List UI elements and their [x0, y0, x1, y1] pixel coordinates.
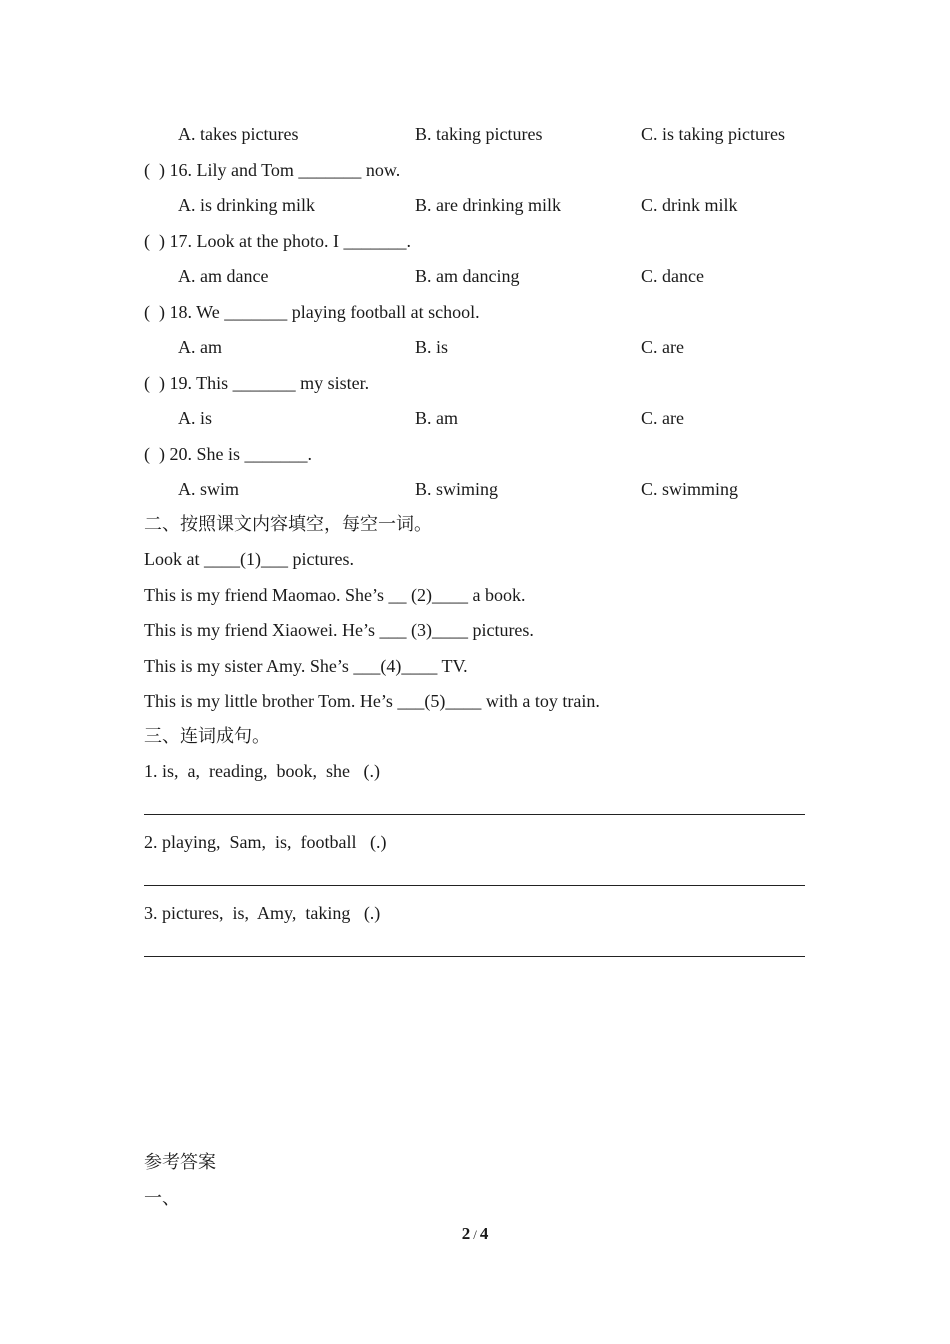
- q20-stem: ( ) 20. She is _______.: [144, 444, 312, 464]
- q16-stem: ( ) 16. Lily and Tom _______ now.: [144, 160, 401, 180]
- fill-line-4: This is my sister Amy. She’s ___(4)____ TV.: [144, 656, 468, 676]
- page-separator: /: [473, 1227, 477, 1242]
- sentence-item-1: 1. is, a, reading, book, she (.): [144, 761, 380, 781]
- section2-heading: 二、按照课文内容填空，每空一词。: [144, 514, 432, 534]
- page-number: [0, 1224, 950, 1244]
- q20-option-c: C. swimming: [641, 479, 739, 499]
- q19-option-c: C. are: [641, 408, 684, 428]
- q19-option-a: A. is: [178, 408, 213, 428]
- q19-option-b: B. am: [415, 408, 458, 428]
- q16-option-c: C. drink milk: [641, 195, 738, 215]
- answers-subheading: 一、: [144, 1188, 180, 1208]
- fill-line-5: This is my little brother Tom. He’s ___(5)____ with a toy train.: [144, 691, 600, 711]
- q16-option-b: B. are drinking milk: [415, 195, 561, 215]
- q18-stem: ( ) 18. We _______ playing football at school.: [144, 302, 480, 322]
- fill-line-1: Look at ____(1)___ pictures.: [144, 549, 354, 569]
- q15-option-a: A. takes pictures: [178, 124, 299, 144]
- answer-line-1[interactable]: [144, 814, 805, 815]
- q18-option-b: B. is: [415, 337, 449, 357]
- answer-line-3[interactable]: [144, 956, 805, 957]
- page-current: 2: [461, 1224, 471, 1243]
- q17-stem: ( ) 17. Look at the photo. I _______.: [144, 231, 411, 251]
- q15-option-b: B. taking pictures: [415, 124, 543, 144]
- q17-option-a: A. am dance: [178, 266, 269, 286]
- q17-option-b: B. am dancing: [415, 266, 520, 286]
- answers-heading: 参考答案: [144, 1152, 216, 1172]
- q16-option-a: A. is drinking milk: [178, 195, 316, 215]
- fill-line-3: This is my friend Xiaowei. He’s ___ (3)____ pictures.: [144, 620, 534, 640]
- answer-line-2[interactable]: [144, 885, 805, 886]
- sentence-item-3: 3. pictures, is, Amy, taking (.): [144, 903, 381, 923]
- sentence-item-2: 2. playing, Sam, is, football (.): [144, 832, 387, 852]
- q18-option-a: A. am: [178, 337, 222, 357]
- q20-option-b: B. swiming: [415, 479, 499, 499]
- q15-option-c: C. is taking pictures: [641, 124, 785, 144]
- q17-option-c: C. dance: [641, 266, 704, 286]
- q20-option-a: A. swim: [178, 479, 240, 499]
- q18-option-c: C. are: [641, 337, 684, 357]
- page-total: 4: [479, 1224, 489, 1243]
- section3-heading: 三、连词成句。: [144, 726, 270, 746]
- q19-stem: ( ) 19. This _______ my sister.: [144, 373, 370, 393]
- fill-line-2: This is my friend Maomao. She’s __ (2)____ a book.: [144, 585, 526, 605]
